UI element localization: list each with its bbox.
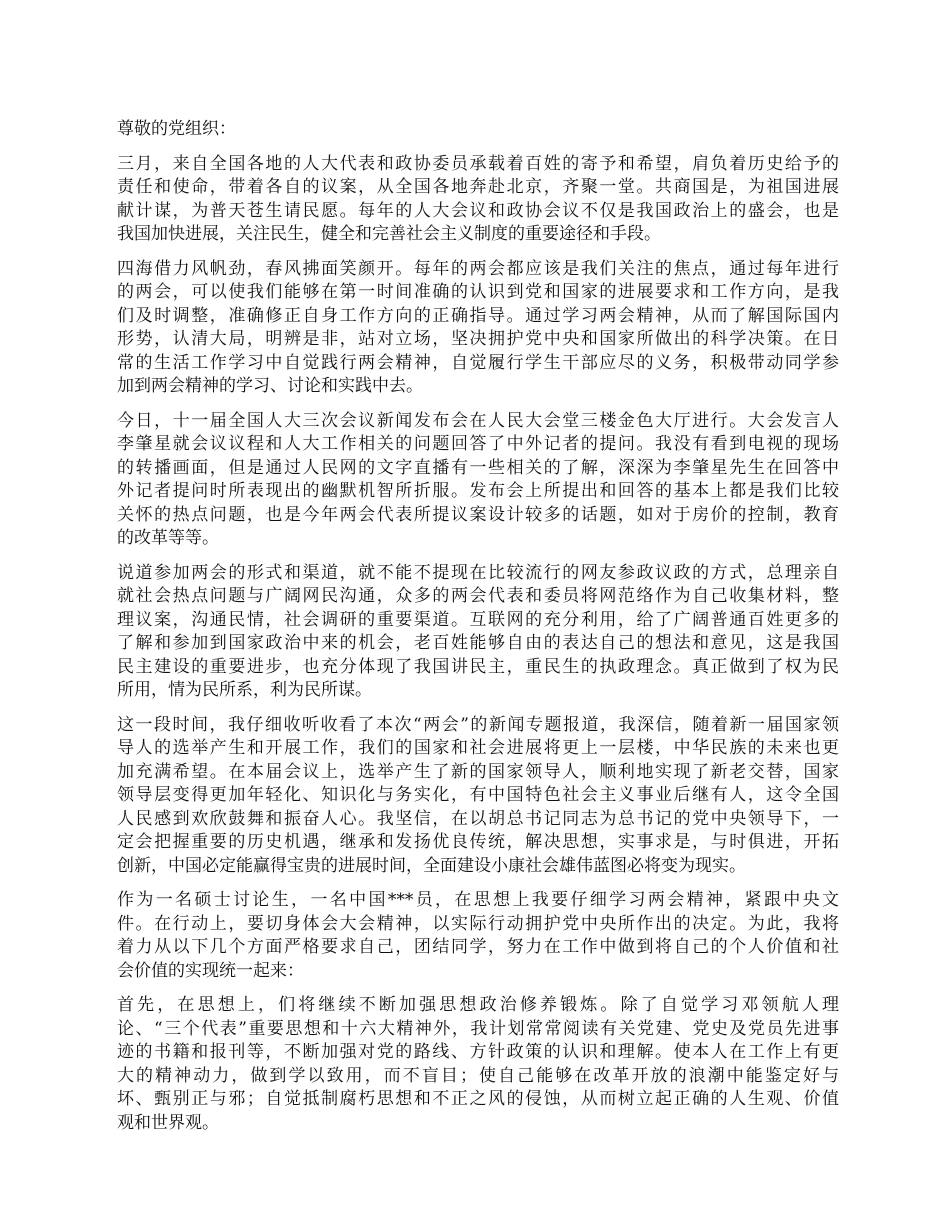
text-line: 论、“三个代表”重要思想和十六大精神外，我计划常常阅读有关党建、党史及党员先进事 — [117, 1018, 839, 1039]
text-line: 迹的书籍和报刊等，不断加强对党的路线、方针政策的认识和理解。使本人在工作上有更 — [117, 1042, 839, 1062]
text-line: 坏、甄别正与邪；自觉抵制腐朽思想和不正之风的侵蚀，从而树立起正确的人生观、价值 — [117, 1089, 839, 1109]
text-line: 首先，在思想上，们将继续不断加强思想政治修养锻炼。除了自觉学习邓领航人理 — [117, 995, 839, 1015]
document-body — [117, 153, 839, 1136]
text-line: 理议案，沟通民情，社会调研的重要渠道。互联网的充分利用，给了广阔普通百姓更多的 — [117, 609, 839, 630]
text-line: 人民感到欢欣鼓舞和振奋人心。我坚信，在以胡总书记同志为总书记的党中央领导下，一 — [117, 808, 839, 829]
text-line: 的两会，可以使我们能够在第一时间准确的认识到党和国家的进展要求和工作方向，是我 — [117, 282, 839, 302]
text-line: 今日，十一届全国人大三次会议新闻发布会在人民大会堂三楼金色大厅进行。大会发言人 — [117, 410, 839, 431]
paragraph — [117, 889, 839, 983]
salutation: 尊敬的党组织： — [117, 119, 236, 139]
text-line: 着力从以下几个方面严格要求自己，团结同学，努力在工作中做到将自己的个人价值和社 — [117, 937, 839, 957]
text-line: 就社会热点问题与广阔网民沟通，众多的两会代表和委员将网范络作为自己收集材料，整 — [117, 586, 839, 606]
text-line: 说道参加两会的形式和渠道，就不能不提现在比较流行的网友参政议政的方式，总理亲自 — [117, 562, 839, 583]
paragraph — [117, 153, 839, 247]
paragraph — [117, 562, 839, 703]
paragraph — [117, 994, 839, 1135]
text-line: 作为一名硕士讨论生，一名中国***员，在思想上我要仔细学习两会精神，紧跟中央文 — [117, 890, 839, 910]
text-line: 献计谋，为普天苍生请民愿。每年的人大会议和政协会议不仅是我国政治上的盛会，也是 — [117, 200, 839, 221]
text-line: 的转播画面，但是通过人民网的文字直播有一些相关的了解，深深为李肇星先生在回答中 — [117, 457, 839, 478]
text-line: 观和世界观。 — [117, 1112, 219, 1133]
text-line: 领导层变得更加年轻化、知识化与务实化，有中国特色社会主义事业后继有人，这令全国 — [117, 785, 839, 805]
text-line: 责任和使命，带着各自的议案，从全国各地奔赴北京，齐聚一堂。共商国是，为祖国进展 — [117, 177, 839, 197]
text-line: 加到两会精神的学习、讨论和实践中去。 — [117, 376, 423, 396]
text-line: 加充满希望。在本届会议上，选举产生了新的国家领导人，顺利地实现了新老交替，国家 — [117, 761, 839, 782]
text-line: 我国加快进展，关注民生，健全和完善社会主义制度的重要途径和手段。 — [117, 224, 661, 244]
text-line: 们及时调整，准确修正自身工作方向的正确指导。通过学习两会精神，从而了解国际国内 — [117, 305, 839, 326]
text-line: 的改革等等。 — [117, 528, 219, 548]
text-line: 民主建设的重要进步，也充分体现了我国讲民主，重民生的执政理念。真正做到了权为民 — [117, 656, 839, 677]
text-line: 形势，认清大局，明辨是非，站对立场，坚决拥护党中央和国家所做出的科学决策。在日 — [117, 329, 839, 349]
paragraph — [117, 410, 839, 551]
paragraph — [117, 714, 839, 879]
document-page — [117, 118, 839, 1146]
text-line: 这一段时间，我仔细收听收看了本次“两会”的新闻专题报道，我深信，随着新一届国家领 — [117, 714, 839, 735]
text-line: 四海借力风帆劲，春风拂面笑颜开。每年的两会都应该是我们关注的焦点，通过每年进行 — [117, 258, 839, 279]
text-line: 件。在行动上，要切身体会大会精神，以实际行动拥护党中央所作出的决定。为此，我将 — [117, 913, 839, 934]
text-line: 所用，情为民所系，利为民所谋。 — [117, 680, 372, 700]
text-line: 李肇星就会议议程和人大工作相关的问题回答了中外记者的提问。我没有看到电视的现场 — [117, 434, 839, 454]
text-line: 导人的选举产生和开展工作，我们的国家和社会进展将更上一层楼，中华民族的未来也更 — [117, 738, 839, 758]
text-line: 创新，中国必定能赢得宝贵的进展时间，全面建设小康社会雄伟蓝图必将变为现实。 — [117, 855, 746, 876]
text-line: 外记者提问时所表现出的幽默机智所折服。发布会上所提出和回答的基本上都是我们比较 — [117, 481, 839, 501]
text-line: 关怀的热点问题，也是今年两会代表所提议案设计较多的话题，如对于房价的控制，教育 — [117, 504, 839, 525]
text-line: 大的精神动力，做到学以致用，而不盲目；使自己能够在改革开放的浪潮中能鉴定好与 — [117, 1065, 839, 1086]
paragraph — [117, 258, 839, 399]
text-line: 三月，来自全国各地的人大代表和政协委员承载着百姓的寄予和希望，肩负着历史给予的 — [117, 153, 839, 174]
text-line: 常的生活工作学习中自觉践行两会精神，自觉履行学生干部应尽的义务，积极带动同学参 — [117, 352, 839, 373]
text-line: 会价值的实现统一起来： — [117, 960, 304, 981]
text-line: 定会把握重要的历史机遇，继承和发扬优良传统，解决思想，实事求是，与时俱进，开拓 — [117, 832, 839, 852]
text-line: 了解和参加到国家政治中来的机会，老百姓能够自由的表达自己的想法和意见，这是我国 — [117, 633, 839, 653]
